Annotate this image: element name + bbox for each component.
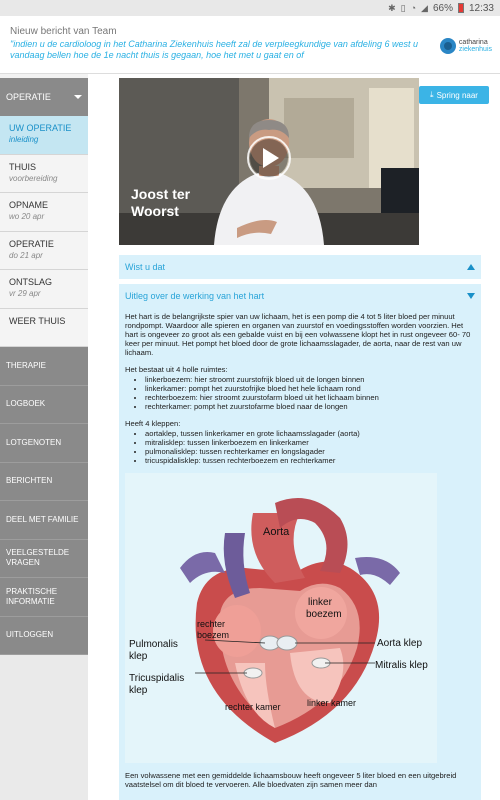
panel-title: Wist u dat [125, 262, 166, 272]
sidebar-item-logboek[interactable]: LOGBOEK [0, 386, 88, 425]
list-item: • mitralisklep: tussen linkerboezem en linkerkamer [145, 438, 475, 447]
signal-icon: ◢ [421, 2, 428, 13]
label-tricuspidalis-1: Tricuspidalis [129, 673, 185, 684]
list-item: • linkerboezem: hier stroomt zuurstofrijk bloed uit de longen binnen [145, 375, 475, 384]
jump-to-label: Spring naar [436, 90, 478, 100]
video-player[interactable] [119, 78, 419, 245]
sidebar-subitem-uw-operatie[interactable] [0, 116, 88, 155]
expand-down-icon [467, 293, 475, 299]
panel-body [119, 308, 481, 795]
label-rechter-kamer: rechter kamer [225, 702, 281, 712]
sidebar-item-lotgenoten[interactable]: LOTGENOTEN [0, 424, 88, 463]
label-linker-boezem-2: boezem [306, 609, 342, 620]
vibrate-icon: ▯ [400, 2, 406, 13]
label-linker-kamer: linker kamer [307, 698, 357, 708]
sidebar-subitem-title: OPNAME [9, 200, 49, 210]
list-item: • rechterkamer: pompt het zuurstofarme bloed naar de longen [145, 402, 475, 411]
kleppen-list [145, 429, 475, 465]
sidebar-subitem-title: WEER THUIS [9, 315, 66, 326]
sidebar-subitem-title: OPERATIE [9, 238, 54, 249]
collapse-up-icon [467, 264, 475, 270]
battery-icon [458, 3, 464, 13]
sidebar [0, 78, 88, 800]
panel-header[interactable] [119, 284, 481, 308]
sidebar-item-deel-met-familie[interactable]: DEEL MET FAMILIE [0, 501, 88, 540]
list-item: • rechterboezem: hier stroomt zuurstofarm bloed uit het lichaam binnen [145, 393, 475, 402]
sidebar-subitem-subtitle: do 21 apr [9, 250, 43, 260]
kleppen-heading: Heeft 4 kleppen: [125, 419, 181, 428]
wifi-icon: ◔ [410, 3, 417, 13]
sidebar-subitem-opname[interactable] [0, 193, 88, 232]
sidebar-subitem-subtitle: vr 29 apr [9, 289, 41, 298]
notification-title: Nieuw bericht van Team [10, 26, 117, 37]
video-caption-line-1: Joost ter [131, 186, 191, 202]
logo-line-2: ziekenhuis [458, 46, 492, 53]
label-aorta: Aorta [263, 526, 290, 538]
status-bar [0, 0, 500, 16]
video-caption-line-2: Woorst [131, 203, 179, 219]
list-item: • pulmonalisklep: tussen rechterkamer en longslagader [145, 447, 475, 456]
sidebar-item-berichten[interactable]: BERICHTEN [0, 463, 88, 502]
sidebar-item-therapie[interactable]: THERAPIE [0, 347, 88, 386]
list-item: • aortaklep, tussen linkerkamer en grote lichaamsslagader (aorta) [145, 429, 475, 438]
sidebar-item-uitloggen[interactable]: UITLOGGEN [0, 617, 88, 656]
panel-title: Uitleg over de werking van het hart [125, 291, 265, 301]
ruimtes-heading: Het bestaat uit 4 holle ruimtes: [125, 365, 228, 374]
list-item: • linkerkamer: pompt het zuurstofrijke bloed het hele lichaam rond [145, 384, 475, 393]
jump-icon: ⤓ [430, 90, 434, 99]
panel-header[interactable] [119, 255, 481, 279]
notification-message: "indien u de cardioloog in het Catharina Ziekenhuis heeft zal de verpleegkundige van afdeling 6 west u vandaag bellen hoe de 1e nacht thuis is gegaan, hoe het met u gaat en of [10, 39, 418, 60]
catharina-logo-icon [440, 38, 456, 54]
label-mitralis-klep: Mitralis klep [375, 660, 428, 671]
sidebar-subitem-title: ONTSLAG [9, 277, 53, 287]
video-caption [131, 186, 190, 220]
panel-uitleg-hart [119, 284, 481, 800]
panel-wist-u-dat[interactable] [119, 255, 481, 279]
label-pulmonalis-2: klep [129, 651, 148, 662]
sidebar-item-praktische-informatie[interactable]: PRAKTISCHE INFORMATIE [0, 578, 88, 617]
outro-paragraph: Een volwassene met een gemiddelde lichaamsbouw heeft ongeveer 5 liter bloed en een uitgebreid vaatstelsel om dit bloed te vervoeren. Alle bloedvaten zijn samen meer dan [125, 771, 457, 789]
sidebar-subitem-subtitle: inleiding [9, 135, 39, 144]
sidebar-subitem-weer-thuis[interactable] [0, 309, 88, 348]
list-item: • tricuspidalisklep: tussen rechterboezem en rechterkamer [145, 456, 475, 465]
label-linker-boezem-1: linker [308, 597, 332, 608]
sidebar-subitem-subtitle: wo 20 apr [9, 212, 45, 221]
battery-percentage: 66% [432, 2, 453, 14]
logo-line-1: catharina [458, 39, 488, 46]
notification-banner[interactable] [0, 16, 500, 74]
label-tricuspidalis-2: klep [129, 685, 148, 696]
jump-to-button[interactable] [419, 86, 489, 104]
sidebar-section-operatie[interactable] [0, 78, 88, 116]
sidebar-item-veelgestelde-vragen[interactable]: VEELGESTELDE VRAGEN [0, 540, 88, 579]
label-rechter-boezem-2: boezem [197, 630, 230, 640]
sidebar-subitem-subtitle: voorbereiding [9, 173, 58, 183]
sidebar-subitem-title: THUIS [9, 161, 36, 172]
label-rechter-boezem-1: rechter [197, 619, 226, 629]
bluetooth-icon: ✱ [388, 2, 396, 13]
heart-diagram [125, 473, 437, 763]
sidebar-section-label: OPERATIE [6, 92, 51, 102]
label-aorta-klep: Aorta klep [377, 638, 423, 649]
heart-illustration [125, 473, 437, 763]
ruimtes-list [145, 375, 475, 411]
sidebar-subitem-thuis[interactable] [0, 155, 88, 194]
clock: 12:33 [468, 2, 494, 14]
catharina-logo [440, 38, 492, 54]
sidebar-subitem-ontslag[interactable] [0, 270, 88, 309]
label-pulmonalis-1: Pulmonalis [129, 639, 178, 650]
caret-down-icon [74, 95, 82, 99]
sidebar-subitem-operatie[interactable] [0, 232, 88, 271]
sidebar-subitem-title: UW OPERATIE [9, 123, 72, 133]
intro-paragraph: Het hart is de belangrijkste spier van uw lichaam, het is een pomp die 4 tot 5 liter bloed per minuut rondpompt. Waardoor alle spieren en organen van zuurstof en voedingsstoffen worden voorzien. Het hart is ongeveer zo groot als een gebalde vuist en bij een volwassene klopt het in rust ongeveer 60- 70 keer per minuut. Het pompt het bloed door de grote lichaamsslagader, de aorta, naar de rest van uw lichaam. [125, 312, 471, 357]
main-content [88, 74, 500, 800]
